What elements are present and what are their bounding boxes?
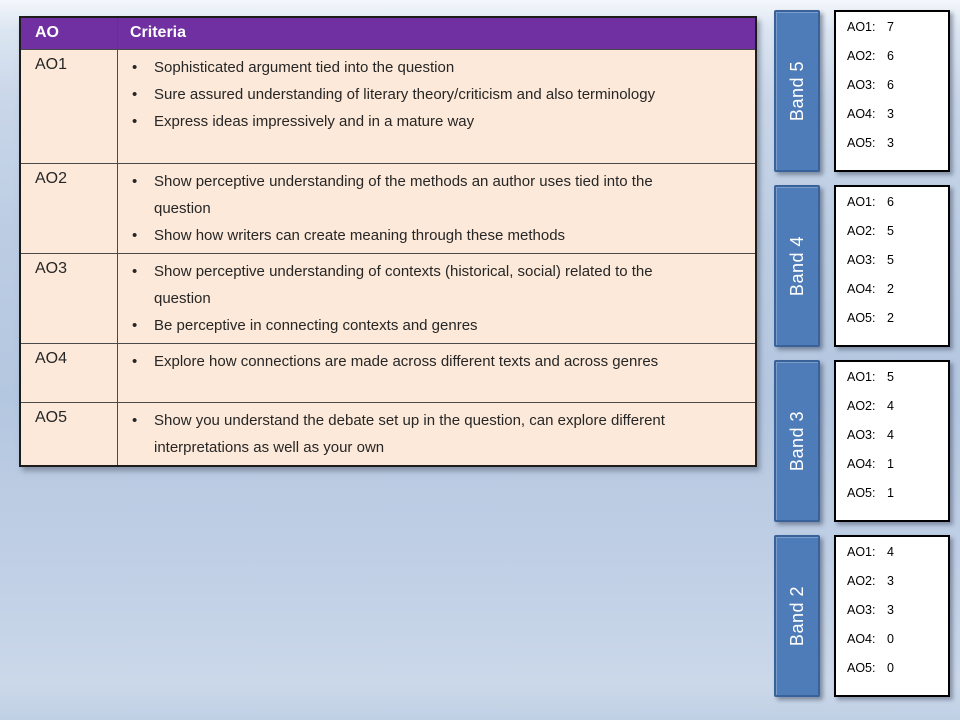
score-line: [847, 370, 948, 399]
score-line: [847, 486, 948, 515]
criteria-cell: [118, 254, 755, 343]
criteria-cell: [118, 50, 755, 163]
score-ao-label: AO1:: [847, 545, 876, 559]
score-line: [847, 661, 948, 690]
score-value: 1: [887, 486, 894, 500]
score-ao-label: AO5:: [847, 311, 876, 325]
score-ao-label: AO1:: [847, 195, 876, 209]
band-tab-label: Band 4: [786, 235, 807, 297]
score-value: 3: [887, 136, 894, 150]
table-row: [21, 402, 755, 465]
criteria-text: Show perceptive understanding of contexts (historical, social) related to the question: [154, 263, 653, 307]
criteria-bullet-item: [130, 407, 745, 461]
table-header-row: [21, 18, 755, 49]
band-score-box: [834, 360, 950, 522]
band-tab: [774, 185, 820, 347]
bullet-icon: •: [132, 317, 138, 334]
score-value: 6: [887, 49, 894, 63]
score-value: 5: [887, 253, 894, 267]
bullet-icon: •: [132, 412, 138, 429]
score-value: 5: [887, 224, 894, 238]
score-line: [847, 574, 948, 603]
score-line: [847, 136, 948, 165]
score-ao-label: AO2:: [847, 49, 876, 63]
criteria-bullet-item: [130, 168, 745, 222]
score-ao-label: AO3:: [847, 428, 876, 442]
score-ao-label: AO5:: [847, 661, 876, 675]
score-value: 6: [887, 195, 894, 209]
band-score-box: [834, 10, 950, 172]
score-ao-label: AO3:: [847, 253, 876, 267]
criteria-text: Show perceptive understanding of the methods an author uses tied into the question: [154, 173, 653, 217]
criteria-cell: [118, 403, 755, 465]
criteria-bullet-item: [130, 258, 745, 312]
score-value: 7: [887, 20, 894, 34]
criteria-table: [19, 16, 757, 467]
criteria-bullet-item: [130, 312, 745, 339]
score-ao-label: AO4:: [847, 632, 876, 646]
band-group: [774, 10, 950, 172]
score-line: [847, 20, 948, 49]
bullet-icon: •: [132, 86, 138, 103]
criteria-bullet-item: [130, 108, 745, 135]
band-tab-label: Band 3: [786, 410, 807, 472]
table-row: [21, 49, 755, 163]
band-group: [774, 360, 950, 522]
table-header-criteria: Criteria: [130, 24, 187, 41]
score-ao-label: AO1:: [847, 20, 876, 34]
score-line: [847, 78, 948, 107]
table-row: [21, 343, 755, 402]
criteria-bullet-item: [130, 222, 745, 249]
score-value: 3: [887, 107, 894, 121]
criteria-cell: [118, 344, 755, 402]
criteria-text: Show you understand the debate set up in the question, can explore different interpretations as well as your own: [154, 412, 665, 456]
score-line: [847, 224, 948, 253]
band-group: [774, 185, 950, 347]
score-value: 2: [887, 311, 894, 325]
band-group: [774, 535, 950, 697]
score-ao-label: AO2:: [847, 574, 876, 588]
table-header-ao: AO: [21, 18, 118, 49]
score-ao-label: AO2:: [847, 399, 876, 413]
criteria-bullet-item: [130, 54, 745, 81]
score-value: 4: [887, 545, 894, 559]
score-line: [847, 253, 948, 282]
criteria-text: Explore how connections are made across different texts and across genres: [154, 353, 659, 370]
score-value: 6: [887, 78, 894, 92]
score-line: [847, 107, 948, 136]
band-tab: [774, 535, 820, 697]
score-ao-label: AO2:: [847, 224, 876, 238]
criteria-text: Be perceptive in connecting contexts and genres: [154, 317, 478, 334]
score-ao-label: AO3:: [847, 78, 876, 92]
score-value: 0: [887, 661, 894, 675]
bullet-icon: •: [132, 173, 138, 190]
criteria-bullet-item: [130, 81, 745, 108]
band-column: [774, 10, 950, 697]
score-value: 4: [887, 399, 894, 413]
criteria-text: Sophisticated argument tied into the question: [154, 59, 455, 76]
score-ao-label: AO4:: [847, 107, 876, 121]
score-value: 5: [887, 370, 894, 384]
score-value: 4: [887, 428, 894, 442]
band-score-box: [834, 535, 950, 697]
score-ao-label: AO1:: [847, 370, 876, 384]
ao-label: AO1: [21, 50, 118, 163]
band-tab-label: Band 2: [786, 585, 807, 647]
criteria-text: Sure assured understanding of literary theory/criticism and also terminology: [154, 86, 656, 103]
bullet-icon: •: [132, 263, 138, 280]
score-value: 2: [887, 282, 894, 296]
score-ao-label: AO5:: [847, 136, 876, 150]
score-line: [847, 311, 948, 340]
score-ao-label: AO3:: [847, 603, 876, 617]
table-row: [21, 253, 755, 343]
bullet-icon: •: [132, 227, 138, 244]
criteria-text: Show how writers can create meaning through these methods: [154, 227, 566, 244]
bullet-icon: •: [132, 113, 138, 130]
band-tab-label: Band 5: [786, 60, 807, 122]
criteria-bullet-item: [130, 348, 745, 375]
criteria-text: Express ideas impressively and in a mature way: [154, 113, 475, 130]
score-line: [847, 49, 948, 78]
score-value: 3: [887, 574, 894, 588]
bullet-icon: •: [132, 59, 138, 76]
score-line: [847, 399, 948, 428]
ao-label: AO3: [21, 254, 118, 343]
score-line: [847, 457, 948, 486]
ao-label: AO5: [21, 403, 118, 465]
score-ao-label: AO5:: [847, 486, 876, 500]
table-row: [21, 163, 755, 253]
score-line: [847, 282, 948, 311]
criteria-cell: [118, 164, 755, 253]
score-value: 1: [887, 457, 894, 471]
score-ao-label: AO4:: [847, 457, 876, 471]
score-line: [847, 632, 948, 661]
score-line: [847, 545, 948, 574]
band-tab: [774, 10, 820, 172]
ao-label: AO4: [21, 344, 118, 402]
score-ao-label: AO4:: [847, 282, 876, 296]
score-line: [847, 428, 948, 457]
band-tab: [774, 360, 820, 522]
ao-label: AO2: [21, 164, 118, 253]
band-score-box: [834, 185, 950, 347]
bullet-icon: •: [132, 353, 138, 370]
score-value: 3: [887, 603, 894, 617]
score-value: 0: [887, 632, 894, 646]
score-line: [847, 603, 948, 632]
score-line: [847, 195, 948, 224]
